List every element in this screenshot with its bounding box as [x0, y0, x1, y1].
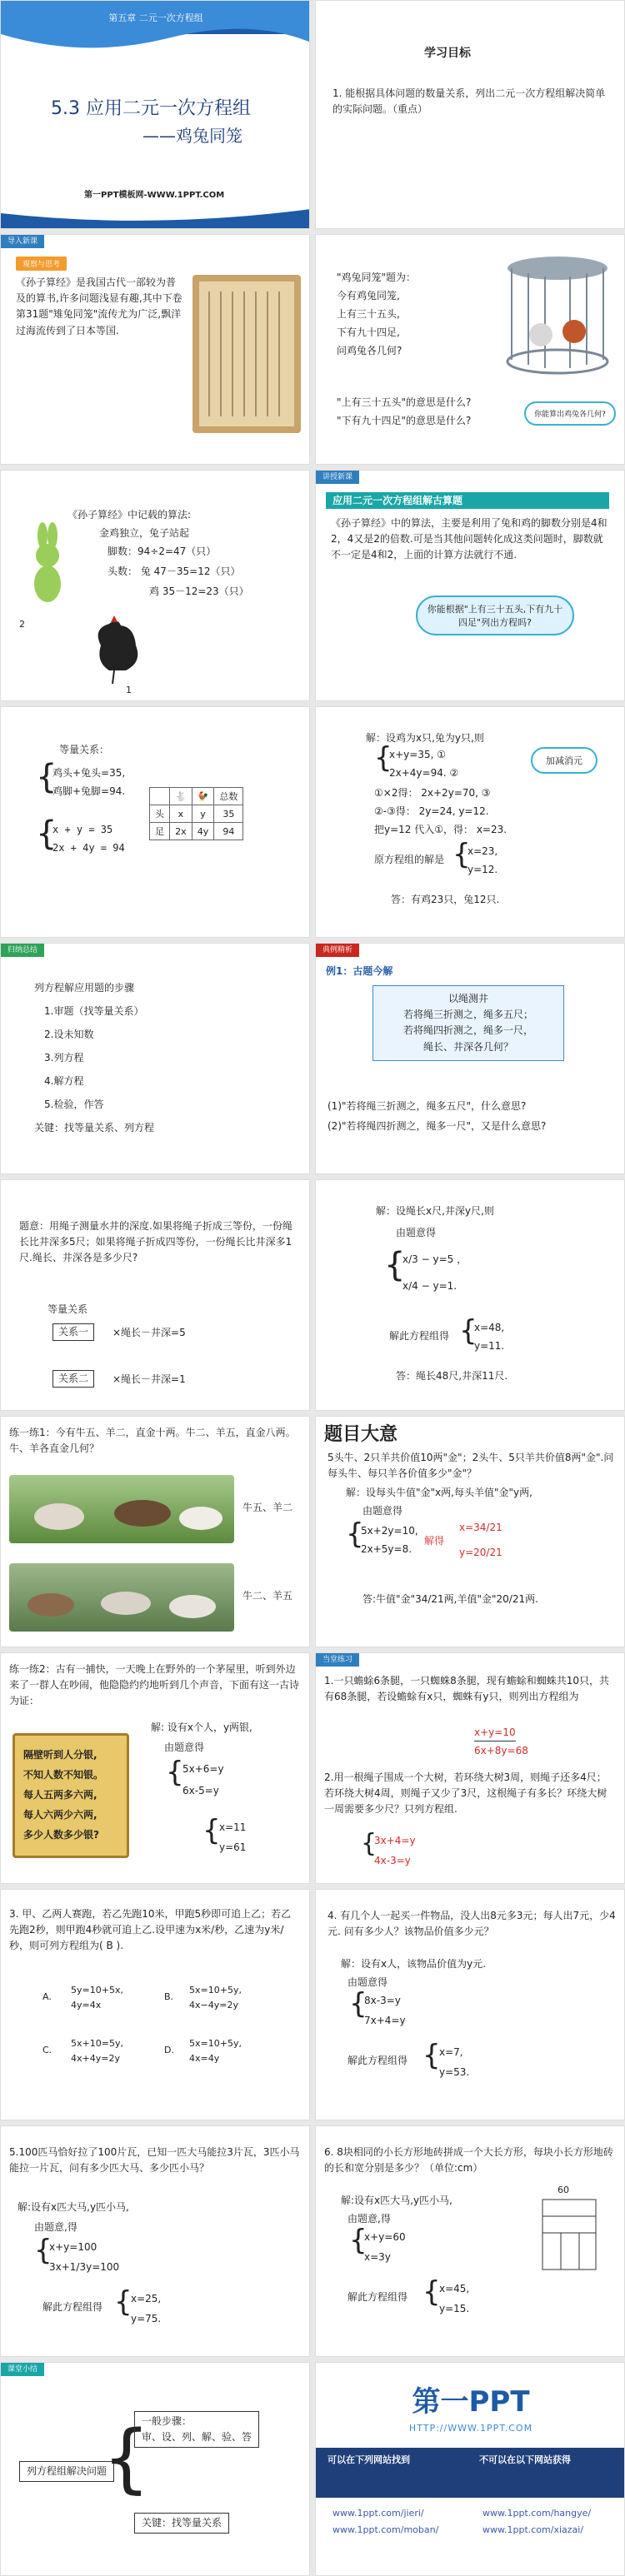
- slide-solution-1: [315, 706, 625, 938]
- rope-eq-2: x/4 − y=1.: [402, 1280, 458, 1292]
- banner-right-title: 不可以在以下网站获得: [479, 2454, 571, 2465]
- method-line-1: 《孙子算经》中记载的算法:: [68, 509, 192, 521]
- exercise-4-eq-1: 8x-3=y: [364, 1995, 401, 2006]
- solution-step-3: 把y=12 代入①，得： x=23.: [374, 824, 508, 835]
- table-cell: 4y: [192, 823, 214, 840]
- rope-solution-line: 由题意得: [396, 1227, 437, 1238]
- rabbit-arrow-label: 2: [19, 619, 25, 630]
- exercise-6-x: x=45,: [439, 2283, 470, 2294]
- brace-icon: {: [102, 2414, 151, 2502]
- slide-summary: [0, 2362, 310, 2576]
- brace-icon: {: [34, 2234, 52, 2267]
- table-cell: 94: [214, 823, 243, 840]
- exercise-5-line: 解:设有x匹大马,y匹小马,: [18, 2201, 129, 2213]
- practice-2-line: 由题意得: [164, 1741, 205, 1753]
- brace-icon: {: [374, 741, 392, 775]
- exercise-4-line: 由题意得: [348, 1976, 388, 1988]
- slide-new-lesson: [315, 470, 625, 701]
- summary-branch-steps: 审、设、列、解、验、答: [142, 2431, 252, 2444]
- exercise-5-x: x=25,: [131, 2293, 162, 2304]
- ancient-book-image: [192, 275, 301, 433]
- scroll-line: 多少人数多少银?: [23, 1829, 99, 1841]
- tile-dimension-label: 60: [558, 2185, 569, 2195]
- intro-text: 《孙子算经》是我国古代一部较为普及的算书,许多问题浅显有趣,其中下卷第31题"雉兔同笼"流传尤为广泛,飘洋过海流传到了日本等国.: [16, 277, 182, 336]
- practice-line: 解：设每头牛值"金"x两,每头羊值"金"y两,: [346, 1487, 532, 1498]
- method-line-2: 金鸡独立，兔子站起: [99, 527, 190, 539]
- section-tag: 导入新课: [1, 235, 44, 248]
- table-cell: y: [192, 805, 214, 823]
- slide-equal-relation: [0, 706, 310, 938]
- slide-goals: [315, 0, 625, 229]
- table-cell: 足: [150, 823, 170, 840]
- exercise-4-eq-2: 7x+4=y: [364, 2015, 406, 2026]
- exercise-6-solve: 解此方程组得: [348, 2291, 408, 2303]
- exercise-4-y: y=53.: [439, 2066, 470, 2078]
- relation-one-box: 关系一: [52, 1323, 94, 1341]
- exercise-6-text: 6. 8块相同的小长方形地砖拼成一个大长方形，每块小长方形地砖的长和宽分别是多少？（单位:cm）: [324, 2146, 613, 2175]
- problem-line-1: "鸡兔同笼"题为：: [337, 272, 417, 283]
- summary-root: 列方程组解决问题: [19, 2461, 114, 2482]
- exercise-5-line: 由题意,得: [34, 2221, 78, 2233]
- rope-y: y=11.: [474, 1340, 505, 1352]
- brand-link[interactable]: www.1ppt.com/hangye/: [482, 2508, 592, 2519]
- chapter-label: 第五章 二元一次方程组: [108, 12, 203, 23]
- step-item: 4.解方程: [44, 1075, 84, 1087]
- solution-eq-1: x+y=35, ①: [389, 749, 446, 760]
- option-d-eq-1: 5x=10+5y,: [189, 2038, 242, 2049]
- solution-answer: 答：有鸡23只，兔12只.: [391, 894, 500, 905]
- poem-line: 以绳测井: [448, 993, 488, 1004]
- exercise-5-eq-2: 3x+1/3y=100: [49, 2261, 120, 2273]
- caption-a: 牛五、羊二: [242, 1502, 293, 1513]
- brace-icon: {: [114, 2285, 132, 2319]
- solution-line: 解：设鸡为x只,兔为y只,则: [366, 732, 484, 744]
- brace-icon: {: [346, 1517, 364, 1551]
- brace-icon: {: [361, 1829, 378, 1858]
- lesson-text: 《孙子算经》中的算法，主要是利用了兔和鸡的脚数分别是4和2，4又是2的倍数.可是当其他问题转化成这类问题时，脚数就不一定是4和2，上面的计算方法就行不通.: [331, 517, 608, 561]
- slide-class-exercise: [315, 1652, 625, 1884]
- step-item: 5.检验，作答: [44, 1099, 104, 1110]
- practice-2-x: x=11: [219, 1821, 247, 1833]
- exercise-5-y: y=75.: [131, 2313, 162, 2324]
- practice-2-y: y=61: [219, 1841, 247, 1853]
- method-line-4: 头数： 兔 47－35=12（只）: [108, 566, 241, 577]
- exercise-4-line: 解：设有x人，该物品价值为y元.: [341, 1958, 487, 1970]
- equal-relation-label: 等量关系: [48, 1303, 88, 1315]
- exercise-5-text: 5.100匹马恰好拉了100片瓦，已知一匹大马能拉3片瓦，3匹小马能拉一片瓦，问有多少匹大马、多少匹小马？: [9, 2146, 300, 2175]
- poem-line: 绳长、井深各几何？: [422, 1040, 513, 1053]
- poem-line: 若将绳三折测之，绳多五尺；: [402, 1009, 533, 1021]
- steps-title: 列方程解应用题的步骤: [34, 982, 135, 994]
- exercise-4-solve: 解此方程组得: [348, 2055, 408, 2066]
- exercise-5-eq-1: x+y=100: [49, 2241, 98, 2253]
- brace-icon: {: [166, 1756, 184, 1789]
- option-a-eq-2: 4y=4x: [71, 2000, 102, 2010]
- option-c-eq-1: 5x+10=5y,: [71, 2038, 123, 2049]
- question-bubble: 你能算出鸡兔各几何?: [524, 401, 616, 426]
- practice-line: 由题意得: [362, 1505, 403, 1517]
- method-line-5: 鸡 35－12=23（只）: [149, 585, 249, 597]
- sub-question: (2)"若将绳四折测之，绳多一尺"，又是什么意思?: [328, 1120, 547, 1132]
- solution-step-1: ①×2得： 2x+2y=70, ③: [374, 787, 491, 799]
- slide-practice-2: [0, 1652, 310, 1884]
- exercise-6-line: 由题意,得: [348, 2213, 391, 2225]
- rooster-icon: [84, 612, 151, 687]
- solution-result-label: 原方程组的解是: [374, 854, 445, 865]
- table-cell: 头: [150, 805, 170, 823]
- example-label: 例1：古题今解: [326, 965, 393, 977]
- table-cell: 35: [214, 805, 243, 823]
- practice-eq-1: 5x+2y=10,: [361, 1525, 418, 1537]
- section-tag: 课堂小结: [1, 2363, 44, 2376]
- website-label: 第一PPT模板网-WWW.1PPT.COM: [84, 191, 225, 200]
- slide-practice-1: [0, 1416, 310, 1647]
- rope-text: 题意：用绳子测量水井的深度.如果将绳子折成三等份，一份绳长比井深多5尺；如果将绳子折成四等份，一份绳长比井深多1尺.绳长、井深各是多少尺?: [19, 1220, 292, 1264]
- option-a-eq-1: 5y=10+5x,: [71, 1985, 123, 1996]
- step-item: 3.列方程: [44, 1052, 84, 1064]
- question-foot: "下有九十四足"的意思是什么?: [337, 415, 472, 426]
- poem-line: 若将绳四折测之，绳多一尺，: [402, 1024, 533, 1037]
- option-b-label: B.: [164, 1991, 174, 2002]
- slide-practice-1-solution: [315, 1416, 625, 1647]
- rooster-arrow-label: 1: [126, 685, 132, 695]
- brace-icon: {: [349, 1987, 368, 2020]
- equation-2: 2x + 4y = 94: [52, 842, 125, 854]
- brand-link[interactable]: www.1ppt.com/moban/: [332, 2524, 439, 2535]
- question-head: "上有三十五头"的意思是什么?: [337, 396, 472, 408]
- book-pattern-icon: [192, 275, 301, 433]
- meaning-title: 题目大意: [324, 1424, 398, 1445]
- problem-line-2: 今有鸡兔同笼,: [337, 290, 400, 301]
- slide-example-1: [315, 943, 625, 1174]
- brace-icon: {: [384, 1246, 406, 1284]
- steps-key: 关键：找等量关系、列方程: [34, 1122, 155, 1134]
- header-wave: [1, 1, 310, 59]
- exercise-2-text: 2.用一根绳子围成一个大树，若环绕大树3周，则绳子还多4尺；若环绕大树4周，则绳子又少了3尺，这根绳子有多长？环绕大树一周需要多少尺？只列方程组.: [324, 1771, 608, 1816]
- rope-solve-label: 解此方程组得: [389, 1330, 450, 1342]
- section-tag: 当堂练习: [316, 1653, 359, 1667]
- practice-answer: 答:牛值"金"34/21两,羊值"金"20/21两.: [362, 1593, 538, 1605]
- table-cell: 🐇: [170, 788, 192, 805]
- option-b-eq-1: 5x=10+5y,: [189, 1985, 242, 1996]
- brand-link[interactable]: www.1ppt.com/jieri/: [332, 2508, 424, 2519]
- meaning-text: 5头牛、2只羊共价值10两"金"；2头牛、5只羊共价值8两"金".问每头牛、每只羊各价值多少"金"？: [328, 1452, 614, 1480]
- cattle-image: [9, 1475, 234, 1543]
- sheep-image: [9, 1563, 234, 1632]
- exercise-1-eq-2: 6x+8y=68: [474, 1745, 528, 1756]
- table-cell: 2x: [170, 823, 192, 840]
- option-d-eq-2: 4x=4y: [189, 2053, 220, 2064]
- slide-problem: [315, 234, 625, 465]
- section-tag: 典例精析: [316, 944, 359, 957]
- slide-rope-problem: [0, 1179, 310, 1411]
- slide-exercise-6: [315, 2125, 625, 2357]
- option-a-label: A.: [42, 1991, 52, 2002]
- practice-2-line: 解: 设有x个人，y两银,: [151, 1721, 252, 1733]
- option-c-eq-2: 4x+4y=2y: [71, 2053, 120, 2064]
- practice-2-eq-1: 5x+6=y: [182, 1763, 224, 1775]
- poem-box: [372, 985, 564, 1061]
- equation-1: x + y = 35: [52, 824, 113, 835]
- scroll-line: 每人六两少六两,: [23, 1809, 98, 1821]
- brand-url[interactable]: HTTP://WWW.1PPT.COM: [408, 2423, 533, 2434]
- brace-icon: {: [36, 815, 58, 853]
- elimination-bubble: 加减消元: [531, 747, 598, 774]
- table-cell: 总数: [214, 788, 243, 805]
- goal-item: 1. 能根据具体问题的数量关系，列出二元一次方程组解决简单的实际问题。（重点）: [332, 87, 606, 116]
- slide-rope-solution: [315, 1179, 625, 1411]
- exercise-5-solve: 解此方程组得: [42, 2301, 103, 2313]
- section-tag: 讲授新课: [316, 471, 359, 484]
- equation-bubble: 你能根据"上有三十五头,下有九十四足"列出方程吗?: [416, 595, 574, 635]
- method-line-3: 脚数：94÷2=47（只）: [108, 546, 217, 557]
- brand-link[interactable]: www.1ppt.com/xiazai/: [482, 2524, 584, 2535]
- rope-answer: 答：绳长48尺,井深11尺.: [396, 1370, 508, 1382]
- sub-question: (1)"若将绳三折测之，绳多五尺"，什么意思?: [328, 1100, 527, 1112]
- exercise-2-eq-1: 3x+4=y: [374, 1835, 416, 1846]
- exercise-6-y: y=15.: [439, 2303, 470, 2314]
- cattle-icon: [9, 1475, 234, 1543]
- slide-exercise-4: [315, 1889, 625, 2120]
- brace-icon: {: [422, 2275, 441, 2309]
- result-x: x=34/21: [459, 1522, 502, 1533]
- relation-two-text: ×绳长－井深=1: [112, 1373, 186, 1385]
- cage-icon: [503, 252, 612, 376]
- scroll-line: 隔壁听到人分银,: [23, 1749, 98, 1761]
- banner-left-title: 可以在下列网站找到: [328, 2454, 410, 2465]
- exercise-2-eq-2: 4x-3=y: [374, 1855, 411, 1866]
- goals-heading: 学习目标: [424, 47, 471, 60]
- option-d-label: D.: [164, 2045, 174, 2055]
- brace-icon: {: [349, 2224, 368, 2257]
- rope-x: x=48,: [474, 1322, 505, 1333]
- equal-relation-title: 等量关系：: [59, 744, 110, 755]
- exercise-6-eq-2: x=3y: [364, 2251, 391, 2263]
- summary-branch-title: 一般步骤：: [142, 2415, 192, 2427]
- problem-line-3: 上有三十五头,: [337, 308, 400, 320]
- brace-icon: {: [459, 1314, 478, 1348]
- exercise-6-line: 解:设有x匹大马,y匹小马,: [341, 2195, 452, 2206]
- brace-icon: {: [452, 838, 471, 871]
- table-cell: 🐓: [192, 788, 214, 805]
- rope-eq-1: x/3 − y=5 ，: [402, 1253, 468, 1265]
- scroll-line: 每人五两多六两,: [23, 1789, 98, 1801]
- option-c-label: C.: [42, 2045, 52, 2055]
- summary-branch-key: 关键：找等量关系: [134, 2513, 229, 2534]
- caption-b: 牛二、羊五: [242, 1590, 293, 1602]
- sheep-icon: [9, 1563, 234, 1632]
- tile-diagram-icon: [541, 2198, 599, 2273]
- rabbit-icon: [18, 521, 68, 612]
- relation-head: 鸡头+兔头=35,: [52, 767, 126, 779]
- footer-wave: [1, 205, 310, 229]
- rope-solution-line: 解：设绳长x尺,井深y尺,则: [376, 1205, 494, 1217]
- solve-label: 解得: [424, 1535, 445, 1547]
- exercise-3-text: 3. 甲、乙两人赛跑，若乙先跑10米，甲跑5秒即可追上乙；若乙先跑2秒，则甲跑4秒就可追上乙.设甲速为x米/秒，乙速为y米/秒，则可列方程组为( B ).: [9, 1908, 292, 1952]
- section-tag: 归纳总结: [1, 944, 44, 957]
- exercise-6-eq-1: x+y=60: [364, 2231, 406, 2243]
- exercise-1-eq-1: x+y=10: [474, 1725, 516, 1741]
- problem-line-5: 问鸡兔各几何?: [337, 345, 402, 356]
- solution-x: x=23,: [468, 845, 498, 857]
- slide-subtitle: ——鸡兔同笼: [142, 126, 242, 146]
- problem-line-4: 下有九十四足,: [337, 326, 400, 338]
- exercise-1-text: 1.一只蟾蜍6条腿，一只蜘蛛8条腿，现有蟾蜍和蜘蛛共10只，共有68条腿，若设蟾蜍有x只，蜘蛛有y只，则列出方程组为: [324, 1675, 609, 1703]
- slide-title: [0, 0, 310, 229]
- practice-2-text: 练一练2：古有一捕快，一天晚上在野外的一个茅屋里，听到外边来了一群人在吵闹，他隐隐约约地听到几个声音，下面有这一古诗为证：: [9, 1663, 300, 1707]
- solution-step-2: ②-③得： 2y=24, y=12.: [374, 805, 489, 817]
- relation-table: [149, 787, 243, 840]
- relation-two-box: 关系二: [52, 1370, 94, 1388]
- table-cell: [150, 788, 170, 805]
- slide-exercise-3: [0, 1889, 310, 2120]
- solution-eq-2: 2x+4y=94. ②: [389, 767, 459, 779]
- slide-ancient-method: [0, 470, 310, 701]
- practice-1-text: 练一练1：今有牛五、羊二，直金十两。牛二、羊五，直金八两。牛、羊各直金几何？: [9, 1427, 296, 1455]
- relation-foot: 鸡脚+兔脚=94.: [52, 785, 126, 797]
- brand-logo: 第一PPT: [412, 2385, 530, 2419]
- table-cell: x: [170, 805, 192, 823]
- summary-branch-head: [134, 2411, 259, 2448]
- exercise-4-x: x=7,: [439, 2046, 463, 2058]
- slide-exercise-5: [0, 2125, 310, 2357]
- solution-y: y=12.: [468, 864, 498, 875]
- slide-brand: [315, 2362, 625, 2576]
- slide-title-text: 5.3 应用二元一次方程组: [51, 98, 251, 119]
- poem-scroll: [12, 1733, 129, 1858]
- relation-one-text: ×绳长－井深=5: [112, 1327, 186, 1338]
- result-y: y=20/21: [459, 1547, 502, 1558]
- practice-2-eq-2: 6x-5=y: [182, 1785, 219, 1796]
- topic-bar: 应用二元一次方程组解古算题: [326, 492, 609, 509]
- brace-icon: {: [422, 2039, 441, 2072]
- scroll-line: 不知人数不知银。: [23, 1769, 104, 1781]
- brace-icon: {: [36, 758, 58, 796]
- step-item: 2.设未知数: [44, 1029, 94, 1040]
- brand-banner: [316, 2448, 625, 2498]
- observe-label: 观察与思考: [16, 257, 67, 271]
- exercise-4-text: 4. 有几个人一起买一件物品，没人出8元多3元；每人出7元，少4元. 问有多少人？该物品价值多少元？: [328, 1910, 616, 1938]
- slide-summary-steps: [0, 943, 310, 1174]
- step-item: 1.审题（找等量关系）: [44, 1005, 144, 1017]
- option-b-eq-2: 4x−4y=2y: [189, 2000, 238, 2010]
- practice-eq-2: 2x+5y=8.: [361, 1543, 412, 1555]
- brace-icon: {: [202, 1814, 221, 1847]
- slide-intro: [0, 234, 310, 465]
